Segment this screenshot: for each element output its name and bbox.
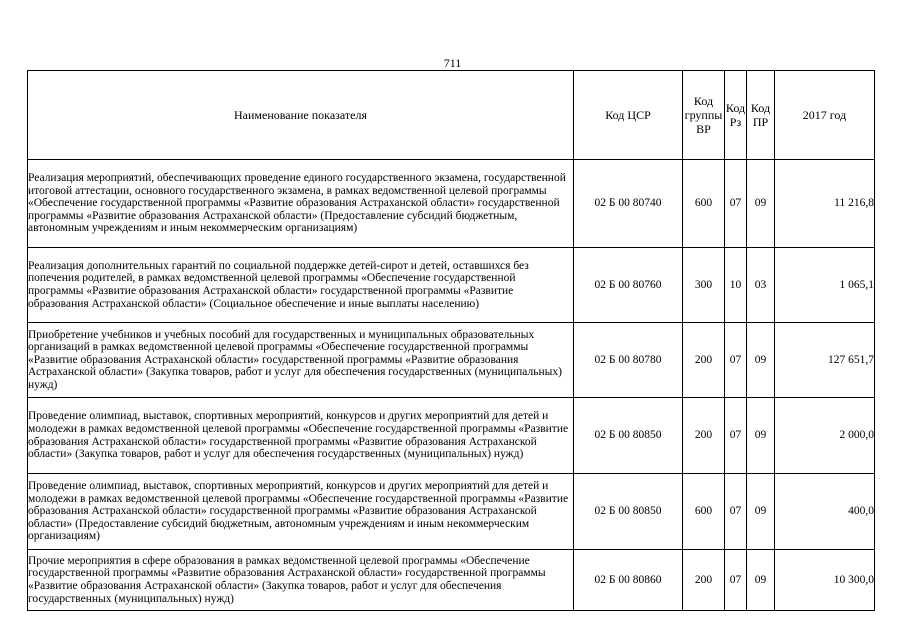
table-row	[28, 323, 875, 398]
table-row	[28, 160, 875, 248]
row-rz: 07	[725, 474, 747, 550]
table-row	[28, 474, 875, 550]
row-rz: 10	[725, 248, 747, 323]
row-pr: 09	[747, 474, 775, 550]
row-csr: 02 Б 00 80850	[574, 474, 683, 550]
row-vr: 200	[683, 398, 725, 474]
header-rz: Код Рз	[725, 71, 747, 160]
header-year: 2017 год	[775, 71, 875, 160]
row-name: Прочие мероприятия в сфере образования в рамках ведомственной целевой программы «Обеспечение государственной программы «Развитие образования Астраханской области» государственной программы «Развитие образования Астраханской области» (Закупка товаров, работ и услуг для обеспечения государственных (муниципальных) нужд)	[28, 550, 574, 611]
row-vr: 200	[683, 550, 725, 611]
header-pr: Код ПР	[747, 71, 775, 160]
table-header-row	[28, 71, 875, 160]
row-rz: 07	[725, 398, 747, 474]
row-rz: 07	[725, 550, 747, 611]
row-amount: 11 216,8	[775, 160, 875, 248]
table-row	[28, 248, 875, 323]
row-name: Реализация мероприятий, обеспечивающих проведение единого государственного экзамена, государственной итоговой аттестации, основного государственного экзамена, в рамках ведомственной целевой программы «Обеспечение государственной программы «Развитие образования Астраханской области» государственной программы «Развитие образования Астраханской области» (Предоставление субсидий бюджетным, автономным учреждениям и иным некоммерческим организациям)	[28, 160, 574, 248]
row-csr: 02 Б 00 80780	[574, 323, 683, 398]
row-vr: 600	[683, 474, 725, 550]
row-pr: 09	[747, 398, 775, 474]
row-rz: 07	[725, 160, 747, 248]
row-amount: 2 000,0	[775, 398, 875, 474]
header-vr: Код группы ВР	[683, 71, 725, 160]
row-amount: 1 065,1	[775, 248, 875, 323]
row-vr: 600	[683, 160, 725, 248]
header-name: Наименование показателя	[28, 71, 574, 160]
row-csr: 02 Б 00 80860	[574, 550, 683, 611]
row-name: Проведение олимпиад, выставок, спортивных мероприятий, конкурсов и других мероприятий для детей и молодежи в рамках ведомственной целевой программы «Обеспечение государственной программы «Развитие образования Астраханской области» государственной программы «Развитие образования Астраханской области» (Предоставление субсидий бюджетным, автономным учреждениям и иным некоммерческим организациям)	[28, 474, 574, 550]
row-amount: 127 651,7	[775, 323, 875, 398]
row-amount: 400,0	[775, 474, 875, 550]
row-pr: 09	[747, 323, 775, 398]
row-csr: 02 Б 00 80740	[574, 160, 683, 248]
page-number: 711	[443, 56, 462, 70]
row-pr: 03	[747, 248, 775, 323]
row-amount: 10 300,0	[775, 550, 875, 611]
row-pr: 09	[747, 550, 775, 611]
table-row	[28, 398, 875, 474]
row-name: Реализация дополнительных гарантий по социальной поддержке детей-сирот и детей, оставшихся без попечения родителей, в рамках ведомственной целевой программы «Обеспечение государственной программы «Развитие образования Астраханской области» государственной программы «Развитие образования Астраханской области» (Социальное обеспечение и иные выплаты населению)	[28, 248, 574, 323]
row-name: Проведение олимпиад, выставок, спортивных мероприятий, конкурсов и других мероприятий для детей и молодежи в рамках ведомственной целевой программы «Обеспечение государственной программы «Развитие образования Астраханской области» государственной программы «Развитие образования Астраханской области» (Закупка товаров, работ и услуг для обеспечения государственных (муниципальных) нужд)	[28, 398, 574, 474]
budget-table	[27, 70, 875, 611]
header-csr: Код ЦСР	[574, 71, 683, 160]
row-name: Приобретение учебников и учебных пособий для государственных и муниципальных образовательных организаций в рамках ведомственной целевой программы «Обеспечение государственной программы «Развитие образования Астраханской области» государственной программы «Развитие образования Астраханской области» (Закупка товаров, работ и услуг для обеспечения государственных (муниципальных) нужд)	[28, 323, 574, 398]
row-csr: 02 Б 00 80760	[574, 248, 683, 323]
row-vr: 300	[683, 248, 725, 323]
row-csr: 02 Б 00 80850	[574, 398, 683, 474]
row-rz: 07	[725, 323, 747, 398]
row-vr: 200	[683, 323, 725, 398]
table-row	[28, 550, 875, 611]
row-pr: 09	[747, 160, 775, 248]
